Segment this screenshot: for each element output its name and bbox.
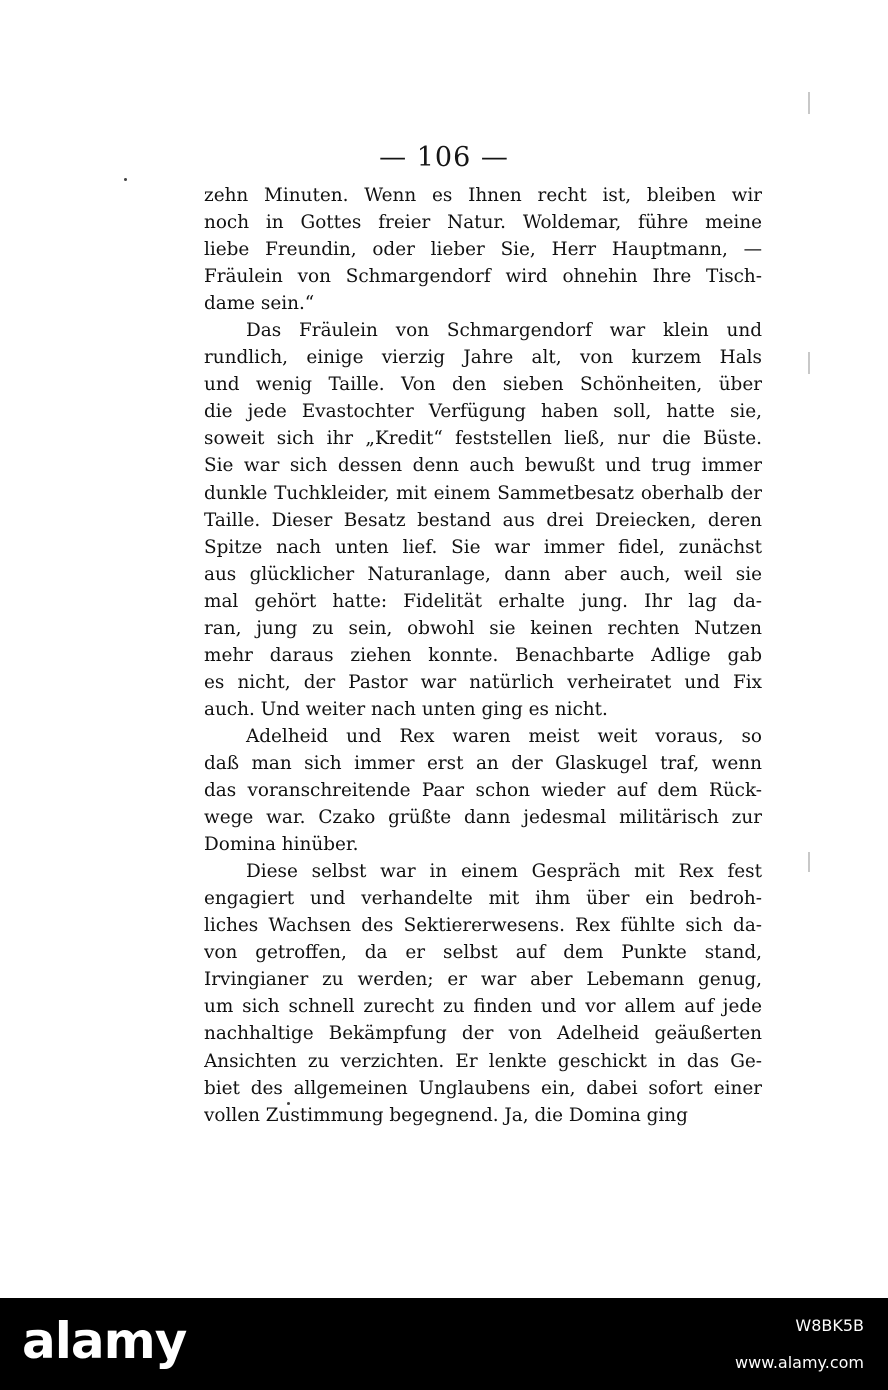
text-line: mehr daraus ziehen konnte. Benachbarte Adlige gab — [204, 644, 762, 666]
scan-edge-mark — [808, 352, 810, 374]
scan-edge-mark — [808, 92, 810, 114]
text-line: die jede Evastochter Verfügung haben soll, hatte sie, — [204, 401, 762, 423]
text-line: Fräulein von Schmargendorf wird ohnehin Ihre Tisch- — [204, 266, 762, 288]
text-line: auch. Und weiter nach unten ging es nicht. — [204, 698, 608, 720]
text-line: nachhaltige Bekämpfung der von Adelheid geäußerten — [204, 1023, 762, 1045]
watermark-logo: alamy — [22, 1312, 187, 1370]
text-line: Sie war sich dessen denn auch bewußt und trug immer — [204, 455, 762, 477]
text-line: wege war. Czako grüßte dann jedesmal militärisch zur — [204, 807, 762, 829]
text-line: rundlich, einige vierzig Jahre alt, von kurzem Hals — [204, 347, 762, 369]
paragraph — [204, 858, 762, 1128]
text-line: biet des allgemeinen Unglaubens ein, dabei sofort einer — [204, 1077, 762, 1099]
watermark-bar — [0, 1298, 888, 1390]
text-line: Irvingianer zu werden; er war aber Lebemann genug, — [204, 969, 762, 991]
text-line: engagiert und verhandelte mit ihm über ein bedroh- — [204, 888, 762, 910]
body-text — [204, 182, 762, 1129]
paragraph — [204, 182, 762, 317]
text-line: soweit sich ihr „Kredit“ feststellen ließ, nur die Büste. — [204, 428, 762, 450]
text-line: um sich schnell zurecht zu finden und vor allem auf jede — [204, 996, 762, 1018]
text-line: vollen Zustimmung begegnend. Ja, die Domina ging — [204, 1104, 688, 1126]
paragraph — [204, 723, 762, 858]
text-line: daß man sich immer erst an der Glaskugel traf, wenn — [204, 752, 762, 774]
text-line: ran, jung zu sein, obwohl sie keinen rechten Nutzen — [204, 617, 762, 639]
text-line: Das Fräulein von Schmargendorf war klein und — [246, 320, 762, 342]
scan-edge-mark — [808, 852, 810, 872]
text-line: Diese selbst war in einem Gespräch mit Rex fest — [246, 861, 762, 883]
scan-speck — [124, 178, 127, 181]
text-line: liebe Freundin, oder lieber Sie, Herr Hauptmann, — — [204, 239, 762, 261]
text-line: aus glücklicher Naturanlage, dann aber auch, weil sie — [204, 563, 762, 585]
paragraph — [204, 317, 762, 723]
text-line: es nicht, der Pastor war natürlich verheiratet und Fix — [204, 671, 762, 693]
text-line: liches Wachsen des Sektiererwesens. Rex fühlte sich da- — [204, 915, 762, 937]
text-line: Domina hinüber. — [204, 834, 359, 856]
text-line: mal gehört hatte: Fidelität erhalte jung. Ihr lag da- — [204, 590, 762, 612]
watermark-image-id: W8BK5B — [795, 1316, 864, 1335]
text-line: von getroffen, da er selbst auf dem Punkte stand, — [204, 942, 762, 964]
watermark-url: www.alamy.com — [735, 1353, 864, 1372]
text-line: das voranschreitende Paar schon wieder auf dem Rück- — [204, 780, 762, 802]
text-line: Ansichten zu verzichten. Er lenkte geschickt in das Ge- — [204, 1050, 762, 1072]
text-line: zehn Minuten. Wenn es Ihnen recht ist, bleiben wir — [204, 185, 762, 206]
text-line: dame sein.“ — [204, 293, 315, 315]
text-line: dunkle Tuchkleider, mit einem Sammetbesatz oberhalb der — [204, 482, 762, 504]
page-number: — 106 — — [379, 142, 509, 173]
text-line: und wenig Taille. Von den sieben Schönheiten, über — [204, 374, 762, 396]
text-line: Adelheid und Rex waren meist weit voraus, so — [246, 725, 762, 747]
text-line: Taille. Dieser Besatz bestand aus drei Dreiecken, deren — [204, 509, 762, 531]
text-line: noch in Gottes freier Natur. Woldemar, führe meine — [204, 212, 762, 234]
text-line: Spitze nach unten lief. Sie war immer fidel, zunächst — [204, 536, 762, 558]
